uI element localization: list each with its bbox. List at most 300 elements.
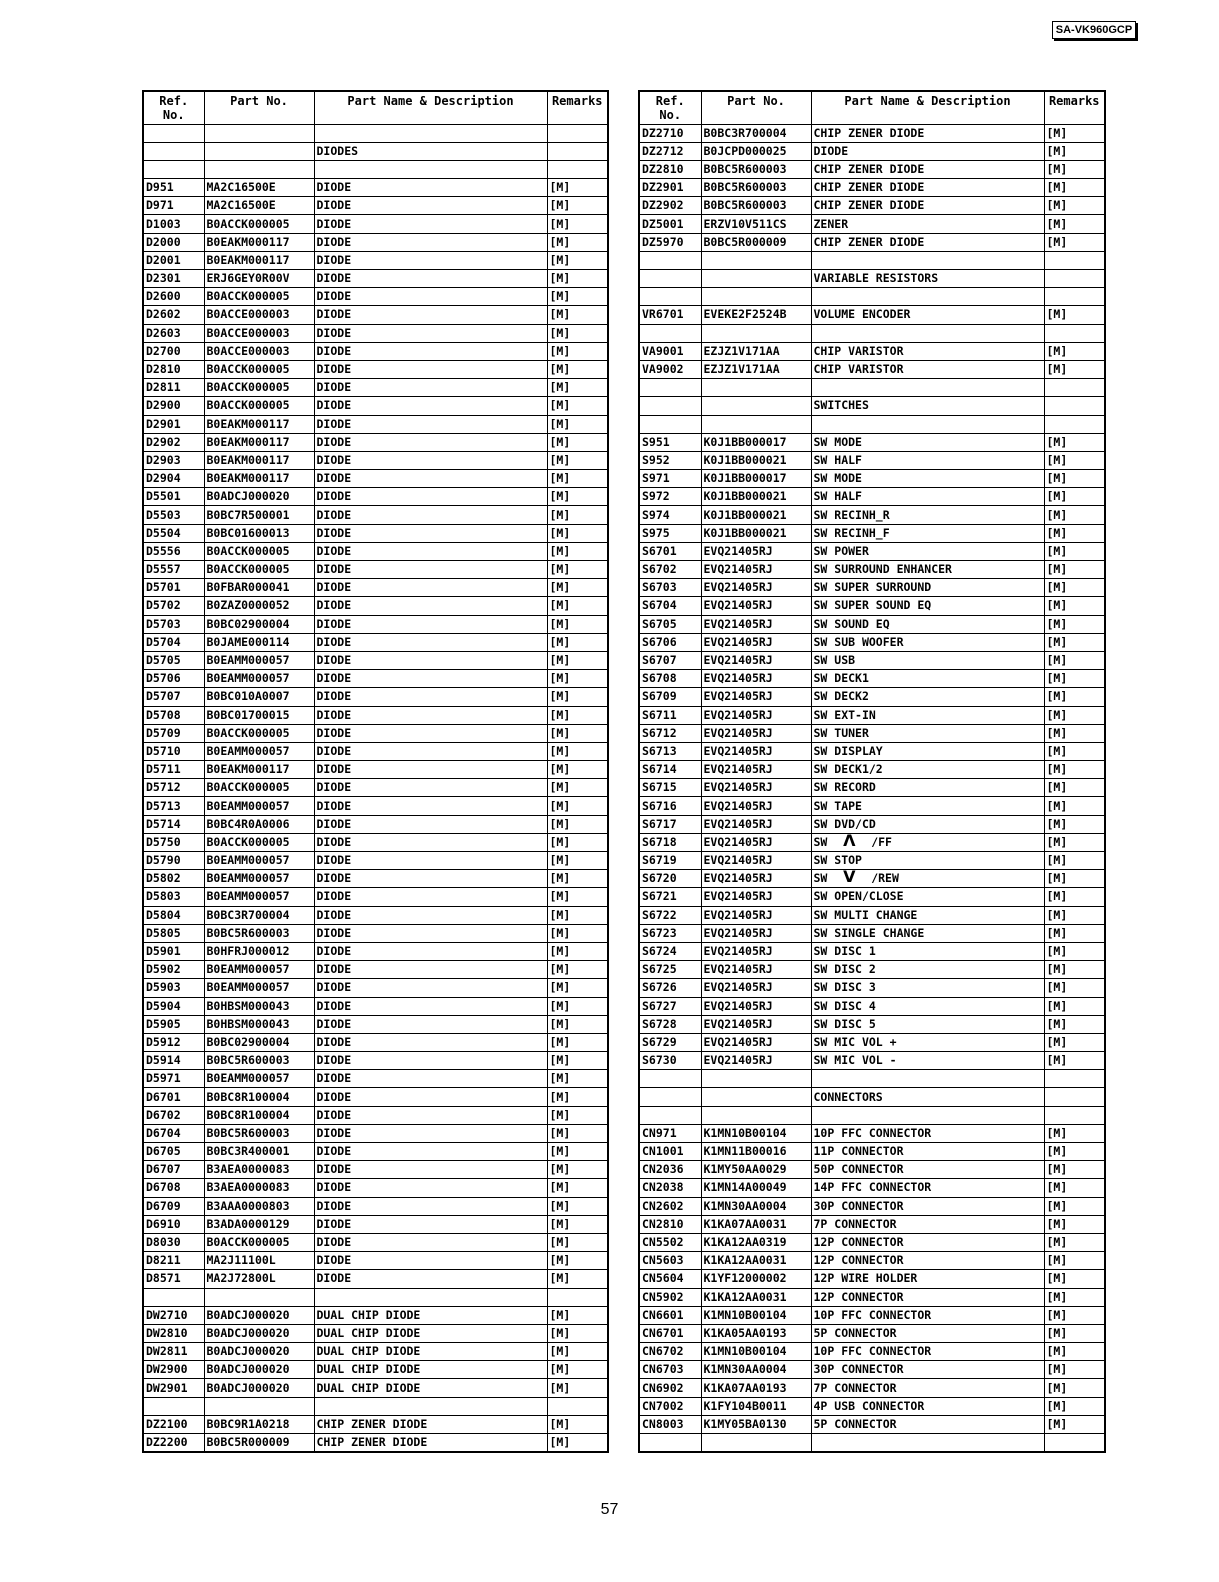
ref-no-cell: S6720	[639, 870, 701, 888]
remarks-cell	[1044, 288, 1105, 306]
ref-no-cell	[639, 251, 701, 269]
description-cell: DIODE	[314, 579, 547, 597]
table-row	[143, 670, 608, 688]
part-no-cell: B3ADA0000129	[204, 1215, 314, 1233]
description-cell: SW DVD/CD	[811, 815, 1044, 833]
ref-no-cell: D5903	[143, 979, 204, 997]
description-cell: DIODE	[314, 651, 547, 669]
table-row	[639, 1288, 1105, 1306]
description-cell: DIODE	[314, 215, 547, 233]
table-row	[639, 906, 1105, 924]
table-row	[639, 1397, 1105, 1415]
table-row	[143, 1288, 608, 1306]
remarks-cell: [M]	[547, 360, 608, 378]
ref-no-cell: D2001	[143, 251, 204, 269]
ref-no-cell	[143, 160, 204, 178]
table-row	[639, 924, 1105, 942]
remarks-cell: [M]	[1044, 779, 1105, 797]
ref-no-cell: VA9001	[639, 342, 701, 360]
ref-no-cell: DZ2710	[639, 124, 701, 142]
part-no-cell: B0ADCJ000020	[204, 1343, 314, 1361]
page-number: 57	[600, 1501, 619, 1518]
description-cell: DIODE	[314, 306, 547, 324]
description-cell: DIODE	[314, 615, 547, 633]
part-no-cell: EVQ21405RJ	[701, 979, 811, 997]
description-cell: 7P CONNECTOR	[811, 1215, 1044, 1233]
description-cell: SW DISC 2	[811, 961, 1044, 979]
remarks-cell: [M]	[547, 688, 608, 706]
ref-no-cell: D8030	[143, 1233, 204, 1251]
part-no-cell: K1YF12000002	[701, 1270, 811, 1288]
description-cell: SW RECINH_R	[811, 506, 1044, 524]
ref-no-cell: S6719	[639, 852, 701, 870]
ref-no-cell: S6726	[639, 979, 701, 997]
ref-no-cell: D5708	[143, 706, 204, 724]
part-no-cell: K1FY104B0011	[701, 1397, 811, 1415]
remarks-cell: [M]	[1044, 597, 1105, 615]
table-row	[639, 1215, 1105, 1233]
part-no-cell: B0HBSM000043	[204, 1015, 314, 1033]
remarks-cell: [M]	[1044, 451, 1105, 469]
ref-no-cell: DW2900	[143, 1361, 204, 1379]
table-row	[143, 1106, 608, 1124]
table-row	[143, 1033, 608, 1051]
remarks-cell: [M]	[1044, 179, 1105, 197]
ref-no-cell: S6701	[639, 542, 701, 560]
part-no-cell: B0EAKM000117	[204, 415, 314, 433]
ref-no-cell: D2904	[143, 470, 204, 488]
remarks-cell	[547, 1288, 608, 1306]
description-cell: DUAL CHIP DIODE	[314, 1343, 547, 1361]
part-no-cell: B0ADCJ000020	[204, 488, 314, 506]
ref-no-cell: CN5502	[639, 1233, 701, 1251]
part-no-cell: EVQ21405RJ	[701, 997, 811, 1015]
remarks-cell: [M]	[547, 251, 608, 269]
description-cell: DIODE	[314, 833, 547, 851]
part-no-cell: B0EAKM000117	[204, 251, 314, 269]
ref-no-cell: D2000	[143, 233, 204, 251]
description-cell: DUAL CHIP DIODE	[314, 1361, 547, 1379]
description-cell: SW EXT-IN	[811, 706, 1044, 724]
description-cell: SW DECK2	[811, 688, 1044, 706]
remarks-cell: [M]	[547, 1415, 608, 1433]
ref-no-cell: CN5902	[639, 1288, 701, 1306]
ref-no-cell	[639, 324, 701, 342]
table-row	[143, 542, 608, 560]
ref-no-cell: D2900	[143, 397, 204, 415]
remarks-cell: [M]	[547, 1215, 608, 1233]
table-row	[143, 906, 608, 924]
remarks-cell: [M]	[547, 1252, 608, 1270]
table-row	[143, 433, 608, 451]
part-no-cell: EVQ21405RJ	[701, 888, 811, 906]
table-row	[639, 506, 1105, 524]
ref-no-cell: DW2810	[143, 1324, 204, 1342]
ref-no-cell	[639, 270, 701, 288]
description-cell: 12P CONNECTOR	[811, 1288, 1044, 1306]
ref-no-cell: D6910	[143, 1215, 204, 1233]
ref-no-cell: CN2036	[639, 1161, 701, 1179]
description-cell	[811, 379, 1044, 397]
table-row	[639, 251, 1105, 269]
table-row	[143, 379, 608, 397]
ref-no-cell: D971	[143, 197, 204, 215]
description-cell: DIODE	[314, 961, 547, 979]
table-row	[143, 706, 608, 724]
ref-no-cell: D5901	[143, 942, 204, 960]
remarks-cell	[1044, 270, 1105, 288]
part-no-cell: B0EAKM000117	[204, 761, 314, 779]
table-row	[639, 160, 1105, 178]
part-no-cell: B0EAKM000117	[204, 233, 314, 251]
description-cell: DIODE	[314, 1106, 547, 1124]
table-row	[639, 270, 1105, 288]
ref-no-cell: S6714	[639, 761, 701, 779]
part-no-cell: K0J1BB000021	[701, 524, 811, 542]
table-row	[639, 979, 1105, 997]
description-cell: SW HALF	[811, 451, 1044, 469]
remarks-cell: [M]	[547, 1106, 608, 1124]
description-cell: DIODE	[314, 670, 547, 688]
remarks-cell	[1044, 397, 1105, 415]
table-row	[143, 1215, 608, 1233]
part-no-cell: K1MN30AA0004	[701, 1361, 811, 1379]
ref-no-cell: DZ2712	[639, 142, 701, 160]
remarks-cell: [M]	[547, 270, 608, 288]
table-row	[143, 270, 608, 288]
description-cell: DIODE	[314, 1215, 547, 1233]
ref-no-cell: S6704	[639, 597, 701, 615]
table-row	[639, 688, 1105, 706]
table-row	[639, 415, 1105, 433]
remarks-cell: [M]	[1044, 1052, 1105, 1070]
part-no-cell: B0BC9R1A0218	[204, 1415, 314, 1433]
table-row	[639, 1033, 1105, 1051]
description-cell: SW RECINH_F	[811, 524, 1044, 542]
ref-no-cell: D5707	[143, 688, 204, 706]
table-row	[143, 1270, 608, 1288]
ref-no-cell: D5701	[143, 579, 204, 597]
table-row	[143, 1179, 608, 1197]
part-no-cell: B0ADCJ000020	[204, 1306, 314, 1324]
description-cell: DIODE	[314, 506, 547, 524]
remarks-cell: [M]	[547, 179, 608, 197]
remarks-cell: [M]	[547, 233, 608, 251]
table-row	[143, 1088, 608, 1106]
part-no-cell: B0BC010A0007	[204, 688, 314, 706]
parts-table-right	[638, 90, 1106, 1453]
remarks-cell: [M]	[1044, 706, 1105, 724]
part-no-cell: K1MN10B00104	[701, 1306, 811, 1324]
part-no-cell: B0ZAZ0000052	[204, 597, 314, 615]
ref-no-cell: D6705	[143, 1143, 204, 1161]
parts-table-left	[142, 90, 609, 1453]
table-row	[143, 1361, 608, 1379]
remarks-cell: [M]	[547, 1015, 608, 1033]
remarks-cell: [M]	[1044, 306, 1105, 324]
part-no-cell: B0EAMM000057	[204, 888, 314, 906]
description-cell: DIODE	[314, 942, 547, 960]
part-no-cell: EVQ21405RJ	[701, 779, 811, 797]
table-row	[639, 1197, 1105, 1215]
table-row	[143, 1324, 608, 1342]
description-cell: DIODE	[314, 379, 547, 397]
table-row	[639, 942, 1105, 960]
description-cell: DIODE	[314, 197, 547, 215]
table-row	[143, 651, 608, 669]
part-no-cell: B0BC5R000009	[701, 233, 811, 251]
ref-no-cell: D5706	[143, 670, 204, 688]
description-cell	[314, 160, 547, 178]
part-no-cell: B0BC4R0A0006	[204, 815, 314, 833]
ref-no-cell: D5503	[143, 506, 204, 524]
description-cell: DIODE	[314, 888, 547, 906]
part-no-cell: EVQ21405RJ	[701, 815, 811, 833]
remarks-cell: [M]	[1044, 1252, 1105, 1270]
ref-no-cell: D2811	[143, 379, 204, 397]
ref-no-cell: D2903	[143, 451, 204, 469]
ref-no-cell: S952	[639, 451, 701, 469]
part-no-cell: EVQ21405RJ	[701, 724, 811, 742]
description-cell: DIODE	[314, 870, 547, 888]
table-row	[639, 724, 1105, 742]
description-cell: DIODE	[314, 924, 547, 942]
ref-no-cell: DZ2200	[143, 1434, 204, 1453]
remarks-cell: [M]	[547, 306, 608, 324]
part-no-cell	[701, 1434, 811, 1452]
ref-no-cell: D5711	[143, 761, 204, 779]
ref-no-cell	[639, 1434, 701, 1452]
description-cell: 30P CONNECTOR	[811, 1361, 1044, 1379]
ref-no-cell: D5704	[143, 633, 204, 651]
part-no-cell: B0BC7R500001	[204, 506, 314, 524]
ref-no-cell	[639, 288, 701, 306]
description-cell: SW STOP	[811, 852, 1044, 870]
table-row	[143, 342, 608, 360]
table-row	[639, 833, 1105, 851]
ref-no-cell: DZ2902	[639, 197, 701, 215]
remarks-cell: [M]	[547, 833, 608, 851]
remarks-cell: [M]	[1044, 215, 1105, 233]
description-cell: CHIP ZENER DIODE	[811, 160, 1044, 178]
remarks-cell: [M]	[1044, 1033, 1105, 1051]
table-row	[639, 1306, 1105, 1324]
table-row	[143, 1143, 608, 1161]
part-no-cell: B3AEA0000083	[204, 1179, 314, 1197]
description-cell: 10P FFC CONNECTOR	[811, 1124, 1044, 1142]
ref-no-cell	[639, 379, 701, 397]
ref-no-cell: S6723	[639, 924, 701, 942]
table-row	[639, 997, 1105, 1015]
ref-no-cell: VA9002	[639, 360, 701, 378]
part-no-cell: EVQ21405RJ	[701, 651, 811, 669]
remarks-cell: [M]	[1044, 1233, 1105, 1251]
remarks-cell: [M]	[1044, 1179, 1105, 1197]
description-cell: DIODE	[314, 633, 547, 651]
description-cell: CHIP VARISTOR	[811, 342, 1044, 360]
remarks-cell: [M]	[1044, 342, 1105, 360]
remarks-cell: [M]	[547, 1379, 608, 1397]
ref-no-cell: D951	[143, 179, 204, 197]
parts-table-right-body	[639, 124, 1105, 1452]
ref-no-cell: S975	[639, 524, 701, 542]
ref-no-cell: S6721	[639, 888, 701, 906]
remarks-cell: [M]	[547, 1324, 608, 1342]
description-cell: VOLUME ENCODER	[811, 306, 1044, 324]
part-no-cell: K0J1BB000017	[701, 470, 811, 488]
part-no-cell: EVQ21405RJ	[701, 633, 811, 651]
part-no-cell	[701, 270, 811, 288]
table-row	[639, 742, 1105, 760]
table-row	[639, 142, 1105, 160]
remarks-cell: [M]	[547, 924, 608, 942]
ref-no-cell: S6716	[639, 797, 701, 815]
part-no-cell	[701, 379, 811, 397]
description-cell: CHIP ZENER DIODE	[811, 124, 1044, 142]
table-row	[639, 306, 1105, 324]
ref-no-cell: S6702	[639, 561, 701, 579]
part-no-cell: B0ACCE000003	[204, 306, 314, 324]
ref-no-cell: D5904	[143, 997, 204, 1015]
description-cell: 5P CONNECTOR	[811, 1415, 1044, 1433]
part-no-cell: K1KA07AA0193	[701, 1379, 811, 1397]
part-no-cell: K0J1BB000021	[701, 451, 811, 469]
description-cell	[314, 1397, 547, 1415]
description-cell: DIODE	[314, 1233, 547, 1251]
description-cell: SW DECK1/2	[811, 761, 1044, 779]
part-no-cell: EVQ21405RJ	[701, 924, 811, 942]
remarks-cell: [M]	[547, 961, 608, 979]
table-header-row	[143, 91, 608, 124]
part-no-cell: B0BC8R100004	[204, 1088, 314, 1106]
header-part-no: Part No.	[204, 91, 314, 124]
table-row	[639, 233, 1105, 251]
description-cell	[811, 288, 1044, 306]
table-row	[639, 1088, 1105, 1106]
ref-no-cell: D5750	[143, 833, 204, 851]
ref-no-cell: CN2602	[639, 1197, 701, 1215]
remarks-cell: [M]	[1044, 579, 1105, 597]
remarks-cell: [M]	[1044, 160, 1105, 178]
table-row	[639, 870, 1105, 888]
description-cell: 12P WIRE HOLDER	[811, 1270, 1044, 1288]
remarks-cell: [M]	[1044, 1361, 1105, 1379]
ref-no-cell: DW2901	[143, 1379, 204, 1397]
ref-no-cell: D5790	[143, 852, 204, 870]
part-no-cell: EVQ21405RJ	[701, 597, 811, 615]
ref-no-cell: S6713	[639, 742, 701, 760]
part-no-cell: B0BC3R700004	[701, 124, 811, 142]
description-cell: DIODE	[314, 597, 547, 615]
part-no-cell: K1MN14A00049	[701, 1179, 811, 1197]
ref-no-cell: D5709	[143, 724, 204, 742]
table-row	[143, 1015, 608, 1033]
ref-no-cell: S974	[639, 506, 701, 524]
table-row	[143, 852, 608, 870]
remarks-cell: [M]	[547, 1088, 608, 1106]
ref-no-cell: D5971	[143, 1070, 204, 1088]
ref-no-cell: S6718	[639, 833, 701, 851]
remarks-cell: [M]	[1044, 1415, 1105, 1433]
table-row	[639, 961, 1105, 979]
description-cell: DIODE	[314, 906, 547, 924]
table-row	[639, 397, 1105, 415]
table-row	[639, 706, 1105, 724]
description-cell: 50P CONNECTOR	[811, 1161, 1044, 1179]
part-no-cell: K1MN11B00016	[701, 1143, 811, 1161]
ref-no-cell: S971	[639, 470, 701, 488]
remarks-cell: [M]	[1044, 524, 1105, 542]
part-no-cell: EVQ21405RJ	[701, 706, 811, 724]
description-cell: DIODES	[314, 142, 547, 160]
remarks-cell: [M]	[547, 197, 608, 215]
remarks-cell: [M]	[1044, 833, 1105, 851]
description-cell: DIODE	[314, 815, 547, 833]
part-no-cell: B3AAA0000803	[204, 1197, 314, 1215]
description-cell: DUAL CHIP DIODE	[314, 1379, 547, 1397]
remarks-cell: [M]	[1044, 1161, 1105, 1179]
ref-no-cell: S6725	[639, 961, 701, 979]
description-cell: DIODE	[314, 688, 547, 706]
description-cell	[811, 415, 1044, 433]
remarks-cell: [M]	[1044, 852, 1105, 870]
remarks-cell: [M]	[1044, 1015, 1105, 1033]
part-no-cell: B0JAME000114	[204, 633, 314, 651]
remarks-cell: [M]	[547, 1233, 608, 1251]
remarks-cell: [M]	[547, 488, 608, 506]
part-no-cell: B0ADCJ000020	[204, 1324, 314, 1342]
remarks-cell: [M]	[1044, 142, 1105, 160]
table-row	[639, 179, 1105, 197]
remarks-cell: [M]	[547, 470, 608, 488]
ref-no-cell: D5702	[143, 597, 204, 615]
part-no-cell: B0BC5R600003	[204, 924, 314, 942]
part-no-cell: B0HBSM000043	[204, 997, 314, 1015]
part-no-cell: EVQ21405RJ	[701, 942, 811, 960]
part-no-cell: B0EAMM000057	[204, 651, 314, 669]
part-no-cell: B0BC01700015	[204, 706, 314, 724]
part-no-cell: B0EAKM000117	[204, 470, 314, 488]
ref-no-cell: D2603	[143, 324, 204, 342]
table-row	[639, 852, 1105, 870]
table-row	[143, 179, 608, 197]
remarks-cell: [M]	[1044, 470, 1105, 488]
ref-no-cell: S951	[639, 433, 701, 451]
remarks-cell	[1044, 324, 1105, 342]
table-row	[639, 451, 1105, 469]
description-cell: SW MODE	[811, 470, 1044, 488]
description-cell: DIODE	[314, 179, 547, 197]
remarks-cell: [M]	[547, 524, 608, 542]
remarks-cell	[1044, 251, 1105, 269]
remarks-cell: [M]	[547, 1434, 608, 1453]
description-cell: SW SUPER SURROUND	[811, 579, 1044, 597]
part-no-cell: B0ACCK000005	[204, 542, 314, 560]
table-row	[143, 288, 608, 306]
remarks-cell	[1044, 379, 1105, 397]
part-no-cell: K1MN10B00104	[701, 1343, 811, 1361]
remarks-cell: [M]	[1044, 488, 1105, 506]
part-no-cell	[701, 1088, 811, 1106]
arrow-down-icon: V	[843, 869, 856, 887]
remarks-cell: [M]	[1044, 688, 1105, 706]
ref-no-cell: CN6701	[639, 1324, 701, 1342]
table-row	[143, 160, 608, 178]
remarks-cell: [M]	[547, 1124, 608, 1142]
ref-no-cell: CN7002	[639, 1397, 701, 1415]
part-no-cell: EVQ21405RJ	[701, 833, 811, 851]
part-no-cell: B0BC5R600003	[701, 160, 811, 178]
